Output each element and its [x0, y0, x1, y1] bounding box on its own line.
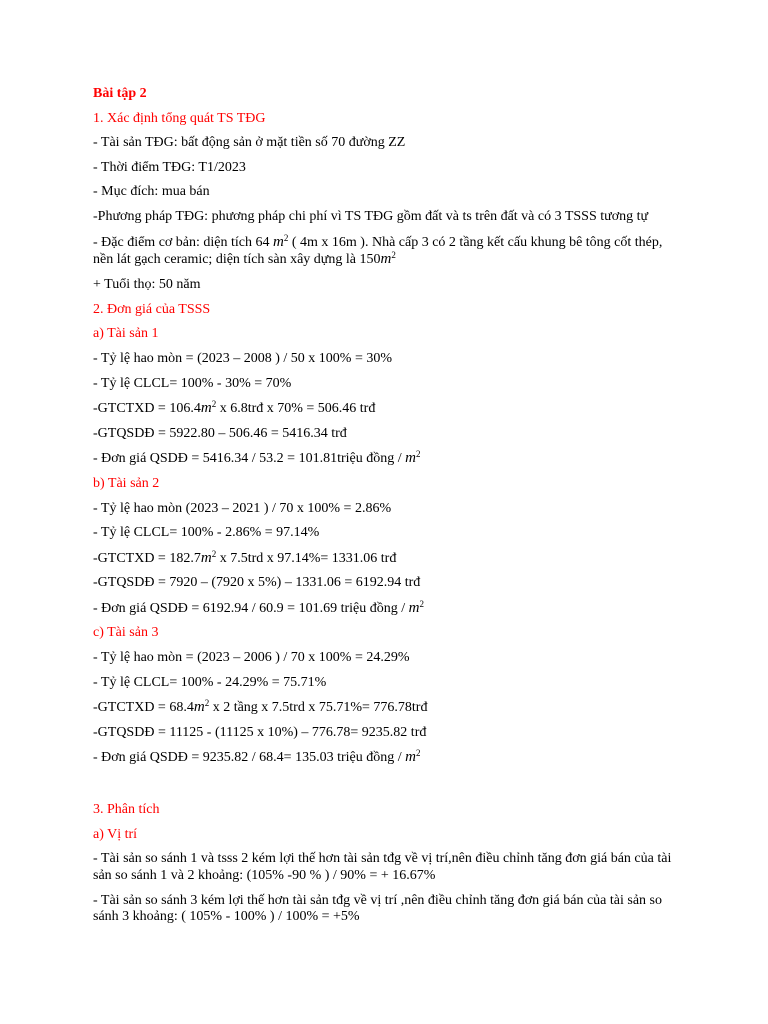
blank-line — [93, 775, 678, 802]
section-3-heading: 3. Phân tích — [93, 802, 160, 818]
asset-3-land-use-value: -GTQSDĐ = 11125 - (11125 x 10%) – 776.78= 9235.82 trđ — [93, 724, 427, 740]
section-2-heading: 2. Đơn giá của TSSS — [93, 301, 211, 317]
asset-1-construction-value: -GTCTXD = $106.4m^2$ x 6.8trđ x 70% = 506.46 trđ — [93, 399, 376, 417]
unit-sq: 2 — [283, 232, 289, 243]
asset-3-remaining-quality: - Tỷ lệ CLCL= 100% - 24.29% = 75.71% — [93, 674, 327, 690]
asset-1-land-use-value: -GTQSDĐ = 5922.80 – 506.46 = 5416.34 trđ — [93, 425, 347, 441]
unit-m: m — [380, 251, 392, 268]
asset-2-unit-price: - Đơn giá QSDĐ = 6192.94 / 60.9 = 101.69 triệu đồng / $m^2$ — [93, 598, 424, 616]
location-adjustment-1: - Tài sản so sánh 1 và tsss 2 kém lợi thế hơn tài sản tđg về vị trí,nên điều chỉnh tăng đơn giá bán của tài sản so sánh 1 và 2 khoảng: (105% -90 % ) / 90% = + 16.67% — [93, 851, 672, 883]
valuation-date-line: - Thời điểm TĐG: T1/2023 — [93, 159, 246, 175]
unit-sq: 2 — [391, 250, 396, 261]
location-heading: a) Vị trí — [93, 826, 138, 842]
asset-1-heading: a) Tài sản 1 — [93, 326, 159, 342]
exercise-title: Bài tập 2 — [93, 86, 147, 101]
asset-3-unit-price: - Đơn giá QSDĐ = 9235.82 / 68.4= 135.03 triệu đồng / $m^2$ — [93, 748, 421, 766]
method-line: -Phương pháp TĐG: phương pháp chi phí vì TS TĐG gồm đất và ts trên đất và có 3 TSSS tương tự — [93, 208, 649, 224]
asset-1-unit-price: - Đơn giá QSDĐ = 5416.34 / 53.2 = 101.81triệu đồng / $m^2$ — [93, 449, 421, 467]
characteristics-text-2: ( 4m x 16m ). Nhà cấp 3 có 2 tầng kết cấu khung bê tông cốt thép, nền lát gạch ceramic; diện tích sàn xây dựng là 150 — [93, 234, 663, 268]
lifespan-line: + Tuổi thọ: 50 năm — [93, 277, 201, 293]
asset-line: - Tài sản TĐG: bất động sản ở mặt tiền số 70 đường ZZ — [93, 135, 406, 151]
asset-1-remaining-quality: - Tỷ lệ CLCL= 100% - 30% = 70% — [93, 375, 292, 391]
asset-2-construction-value: -GTCTXD = $182.7m^2$ x 7.5trd x 97.14%= 1331.06 trđ — [93, 548, 397, 566]
asset-2-depreciation: - Tỷ lệ hao mòn (2023 – 2021 ) / 70 x 100% = 2.86% — [93, 500, 392, 516]
asset-2-remaining-quality: - Tỷ lệ CLCL= 100% - 2.86% = 97.14% — [93, 525, 320, 541]
unit-m: m — [273, 233, 284, 250]
asset-3-depreciation: - Tỷ lệ hao mòn = (2023 – 2006 ) / 70 x 100% = 24.29% — [93, 650, 410, 666]
document-page — [93, 86, 678, 934]
characteristics-text-1: - Đặc điểm cơ bản: diện tích 64 — [93, 234, 274, 250]
characteristics-paragraph — [93, 234, 678, 269]
asset-2-land-use-value: -GTQSDĐ = 7920 – (7920 x 5%) – 1331.06 = 6192.94 trđ — [93, 575, 421, 591]
location-adjustment-2: - Tài sản so sánh 3 kém lợi thế hơn tài sản tđg về vị trí ,nên điều chỉnh tăng đơn giá bán của tài sản so sánh 3 khoảng: ( 105% - 100% ) / 100% = +5% — [93, 892, 662, 925]
asset-3-construction-value: -GTCTXD = $68.4m^2$ x 2 tầng x 7.5trd x 75.71%= 776.78trđ — [93, 698, 428, 716]
purpose-line: - Mục đích: mua bán — [93, 184, 210, 200]
section-1-heading: 1. Xác định tổng quát TS TĐG — [93, 110, 266, 126]
asset-3-heading: c) Tài sản 3 — [93, 625, 159, 641]
asset-2-heading: b) Tài sản 2 — [93, 475, 160, 491]
asset-1-depreciation: - Tỷ lệ hao mòn = (2023 – 2008 ) / 50 x 100% = 30% — [93, 350, 392, 366]
